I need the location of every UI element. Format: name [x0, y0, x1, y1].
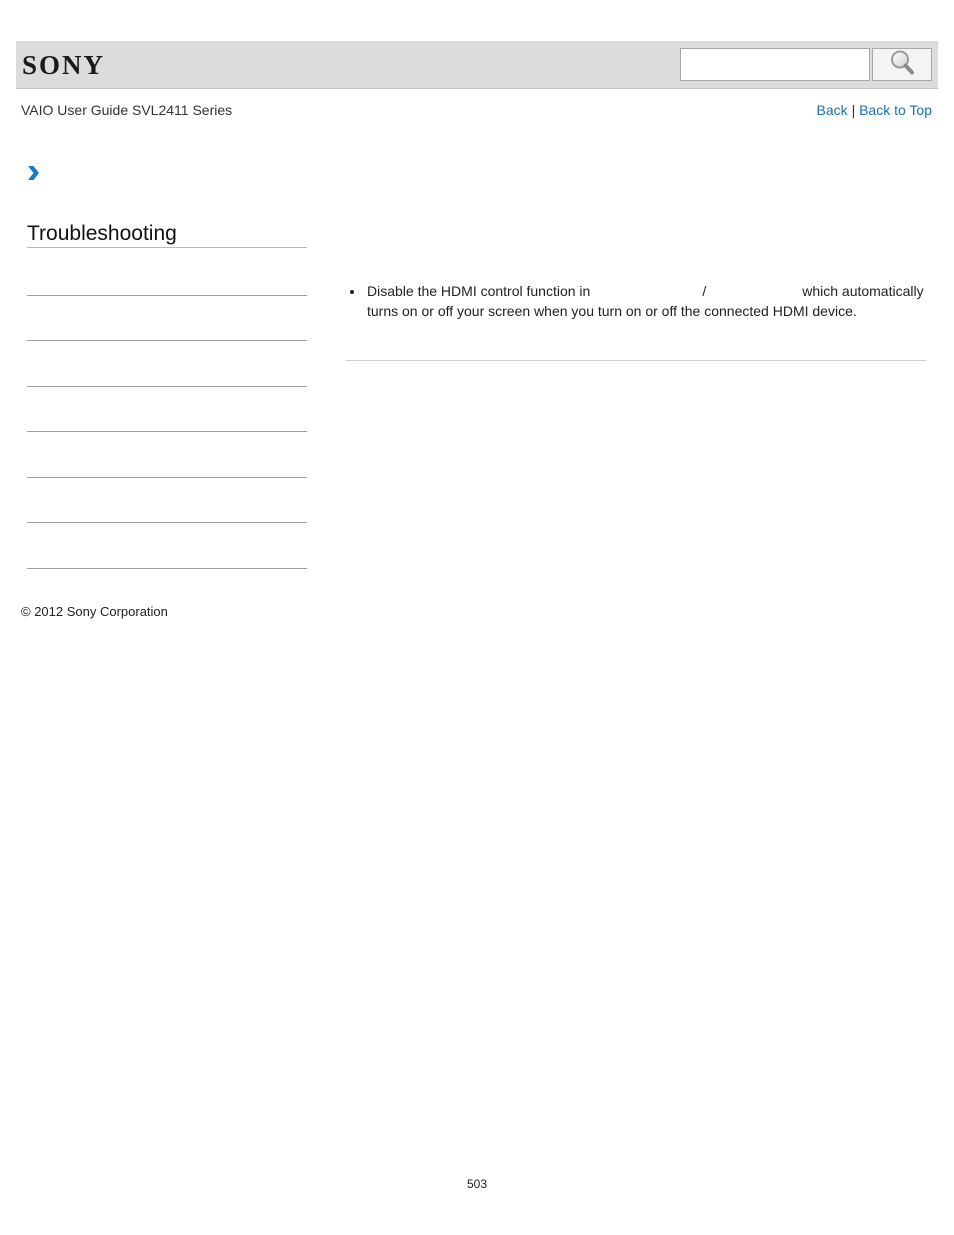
top-links	[817, 102, 932, 118]
sidebar-divider	[27, 295, 307, 296]
search-button[interactable]	[872, 48, 932, 81]
sidebar-divider	[27, 340, 307, 341]
main-content	[346, 281, 926, 321]
bullet-slash: /	[702, 283, 707, 299]
bullet-icon	[350, 290, 354, 294]
copyright: © 2012 Sony Corporation	[21, 604, 168, 619]
list-item	[346, 281, 926, 321]
sony-logo[interactable]: SONY	[22, 50, 106, 80]
bullet-text-end: which automatically turns on or off your screen when you turn on or off the connected HDMI device.	[367, 283, 924, 319]
sidebar-divider	[27, 386, 307, 387]
breadcrumb[interactable]	[26, 165, 40, 186]
back-link[interactable]: Back	[816, 102, 848, 118]
sidebar-title[interactable]: Troubleshooting	[27, 222, 307, 248]
link-separator: |	[851, 102, 856, 118]
magnifier-icon	[889, 49, 915, 80]
sidebar-divider	[27, 522, 307, 523]
page-number: 503	[466, 1177, 488, 1191]
sidebar-divider	[27, 431, 307, 432]
bullet-text-start: Disable the HDMI control function in	[367, 283, 591, 299]
back-to-top-link[interactable]: Back to Top	[859, 102, 932, 118]
search-input[interactable]	[680, 48, 870, 81]
sidebar-divider	[27, 477, 307, 478]
sidebar-divider	[27, 568, 307, 569]
header-bar	[16, 41, 938, 89]
guide-title: VAIO User Guide SVL2411 Series	[21, 102, 233, 118]
chevron-right-icon	[26, 168, 40, 185]
content-divider	[346, 360, 926, 361]
